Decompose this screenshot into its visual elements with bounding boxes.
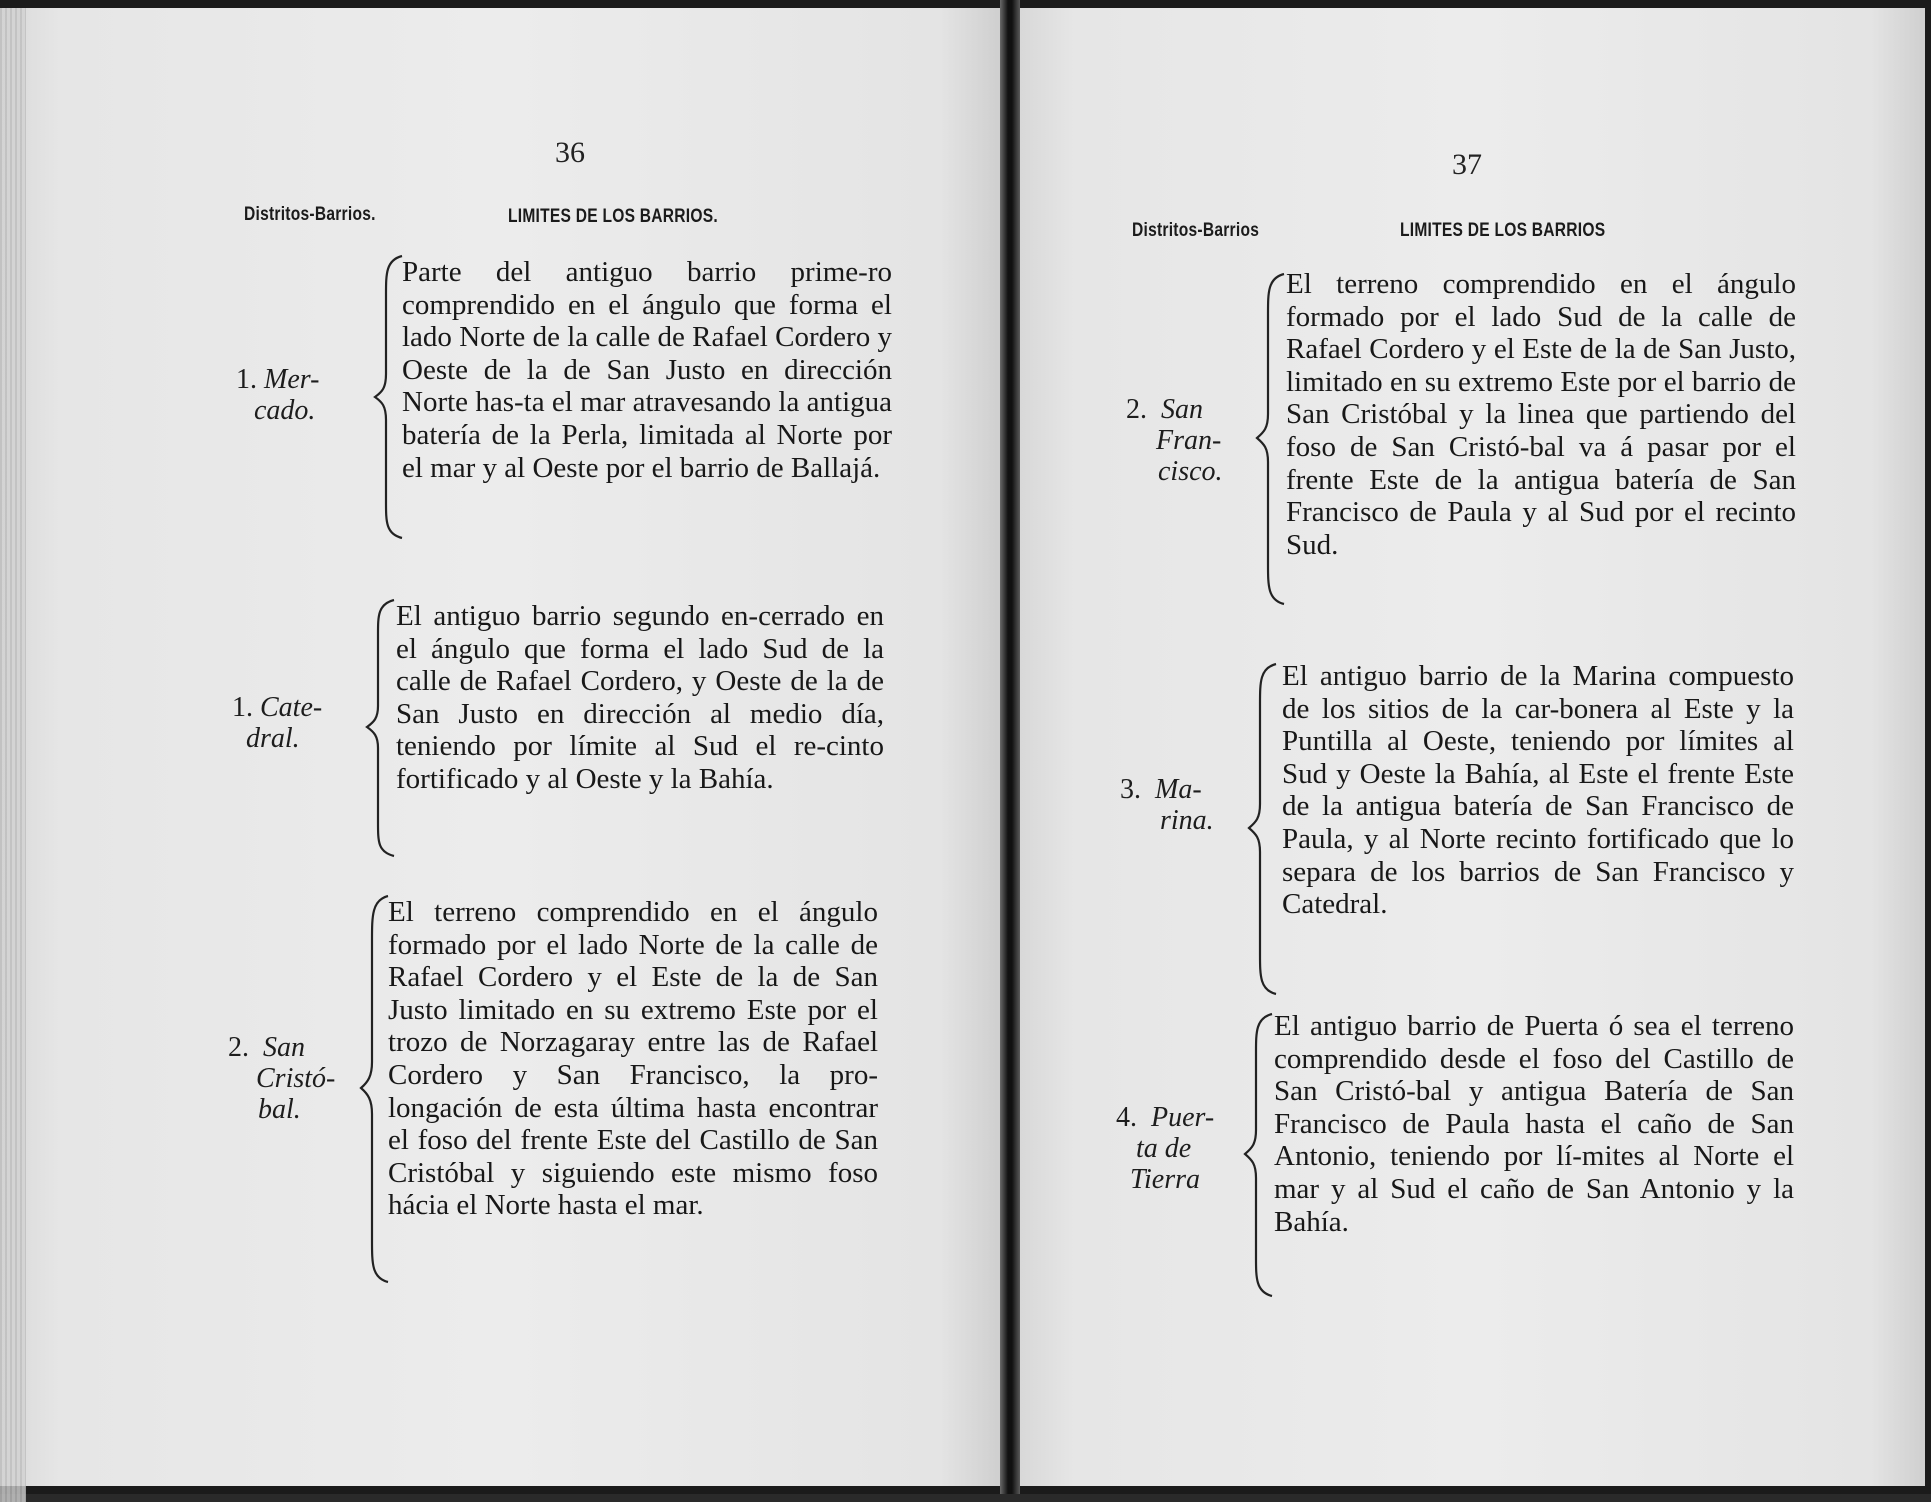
limits-description: El terreno comprendido en el ángulo formado por el lado Sud de la calle de Rafael Cordero y el Este de la de San Justo, limitado en su extremo Este por el barrio de San Cristóbal y la linea que partiendo del foso de San Cristó-bal va á pasar por el frente Este de la antigua batería de San Francisco de Paula y al Sud por el recinto Sud. (1286, 268, 1796, 561)
district-name: bal. (258, 1094, 301, 1125)
district-name: Mer- (264, 364, 320, 395)
right-page (1020, 8, 1925, 1486)
limits-description: El antiguo barrio de Puerta ó sea el terreno comprendido desde el foso del Castillo de San Cristó-bal y antigua Batería de San Francisco de Paula hasta el caño de San Antonio, teniendo por lí-mites al Norte el mar y al Sud el caño de San Antonio y la Bahía. (1274, 1010, 1794, 1238)
book-edge (0, 8, 26, 1502)
district-number: 4. (1116, 1102, 1137, 1133)
limits-description: El terreno comprendido en el ángulo formado por el lado Norte de la calle de Rafael Cordero y el Este de la de San Justo limitado en su extremo Este por el trozo de Norzagaray entre las de Rafael Cordero y San Francisco, la pro-longación de esta última hasta encontrar el foso del frente Este del Castillo de San Cristóbal y siguiendo este mismo foso hácia el Norte hasta el mar. (388, 896, 878, 1222)
column-header-limits: LIMITES DE LOS BARRIOS (1400, 220, 1606, 241)
district-name: Tierra (1130, 1164, 1201, 1195)
district-label (1120, 774, 1214, 836)
district-name: San (263, 1032, 305, 1063)
district-label (228, 1032, 335, 1125)
district-name: Cate- (260, 692, 323, 723)
district-name: ta de (1136, 1133, 1192, 1164)
district-label (1126, 394, 1223, 487)
district-name: Cristó- (256, 1063, 336, 1094)
curly-brace (372, 254, 406, 540)
district-label (1116, 1102, 1214, 1195)
book-gutter (1000, 0, 1020, 1494)
limits-description: Parte del antiguo barrio prime-ro comprendido en el ángulo que forma el lado Norte de la calle de Rafael Cordero y Oeste de la de San Justo en dirección Norte has-ta el mar atravesando la antigua batería de la Perla, limitada al Norte por el mar y al Oeste por el barrio de Ballajá. (402, 256, 892, 484)
district-name: rina. (1160, 805, 1214, 836)
district-label (232, 692, 322, 754)
district-name: San (1161, 394, 1203, 425)
page-number: 36 (555, 136, 585, 169)
page-number: 37 (1452, 148, 1482, 181)
curly-brace (1242, 1012, 1276, 1298)
district-number: 3. (1120, 774, 1141, 805)
limits-description: El antiguo barrio de la Marina compuesto de los sitios de la car-bonera al Este y la Puntilla al Oeste, teniendo por límites al Sud y Oeste la Bahía, al Este el frente Este de la antigua batería de San Francisco de Paula, y al Norte recinto fortificado que lo separa de los barrios de San Francisco y Catedral. (1282, 660, 1794, 921)
curly-brace (358, 894, 392, 1284)
column-header-limits: LIMITES DE LOS BARRIOS. (508, 206, 718, 227)
district-name: cisco. (1158, 456, 1223, 487)
district-label (236, 364, 319, 426)
district-number: 1. (236, 364, 257, 395)
column-header-districts: Distritos-Barrios (1132, 220, 1260, 241)
district-name: cado. (254, 395, 316, 426)
district-name: dral. (246, 723, 300, 754)
curly-brace (1246, 662, 1280, 996)
district-number: 1. (232, 692, 253, 723)
left-page (0, 8, 1000, 1486)
district-name: Fran- (1156, 425, 1222, 456)
limits-description: El antiguo barrio segundo en-cerrado en el ángulo que forma el lado Sud de la calle de Rafael Cordero, y Oeste de la de San Justo en dirección al medio día, teniendo por límite al Sud el re-cinto fortificado y al Oeste y la Bahía. (396, 600, 884, 795)
column-header-districts: Distritos-Barrios. (244, 204, 376, 225)
district-name: Puer- (1151, 1102, 1215, 1133)
district-number: 2. (1126, 394, 1147, 425)
district-name: Ma- (1155, 774, 1202, 805)
curly-brace (364, 598, 398, 858)
district-number: 2. (228, 1032, 249, 1063)
curly-brace (1254, 272, 1288, 606)
